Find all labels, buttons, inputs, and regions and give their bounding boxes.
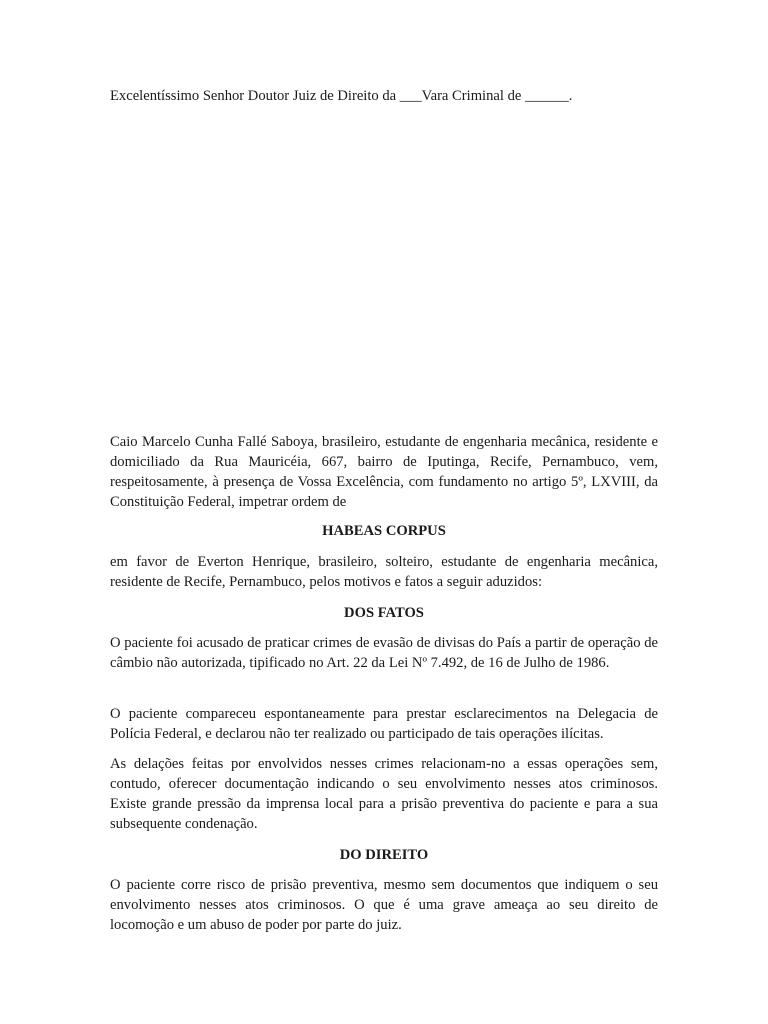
fatos-paragraph: As delações feitas por envolvidos nesses crimes relacionam-no a essas operações sem, contudo, oferecer documentação indicando o seu envolvimento nesses atos criminosos. Existe grande pressão da imprensa local para a prisão preventiva do paciente e para a sua subsequente condenação. <box>110 756 658 832</box>
direito-paragraph: O paciente corre risco de prisão preventiva, mesmo sem documentos que indiquem o seu envolvimento nesses atos criminosos. O que é uma grave ameaça ao seu direito de locomoção e um abuso de poder por parte do juiz. <box>110 877 658 933</box>
habeas-corpus-heading: HABEAS CORPUS <box>322 523 446 539</box>
fatos-paragraph: O paciente foi acusado de praticar crimes de evasão de divisas do País a partir de operação de câmbio não autorizada, tipificado no Art. 22 da Lei Nº 7.492, de 16 de Julho de 1986. <box>110 635 658 671</box>
fatos-paragraph: O paciente compareceu espontaneamente para prestar esclarecimentos na Delegacia de Polícia Federal, e declarou não ter realizado ou participado de tais operações ilícitas. <box>110 706 658 742</box>
addressee-line: Excelentíssimo Senhor Doutor Juiz de Direito da ___Vara Criminal de ______. <box>110 88 573 104</box>
dos-fatos-heading: DOS FATOS <box>344 605 424 621</box>
do-direito-heading: DO DIREITO <box>339 847 429 863</box>
intro-paragraph: Caio Marcelo Cunha Fallé Saboya, brasileiro, estudante de engenharia mecânica, residente e domiciliado da Rua Mauricéia, 667, bairro de Iputinga, Recife, Pernambuco, vem, respeitosamente, à presença de Vossa Excelência, com fundamento no artigo 5º, LXVIII, da Constituição Federal, impetrar ordem de <box>110 434 658 510</box>
favor-paragraph: em favor de Everton Henrique, brasileiro, solteiro, estudante de engenharia mecânica, residente de Recife, Pernambuco, pelos motivos e fatos a seguir aduzidos: <box>110 554 658 590</box>
